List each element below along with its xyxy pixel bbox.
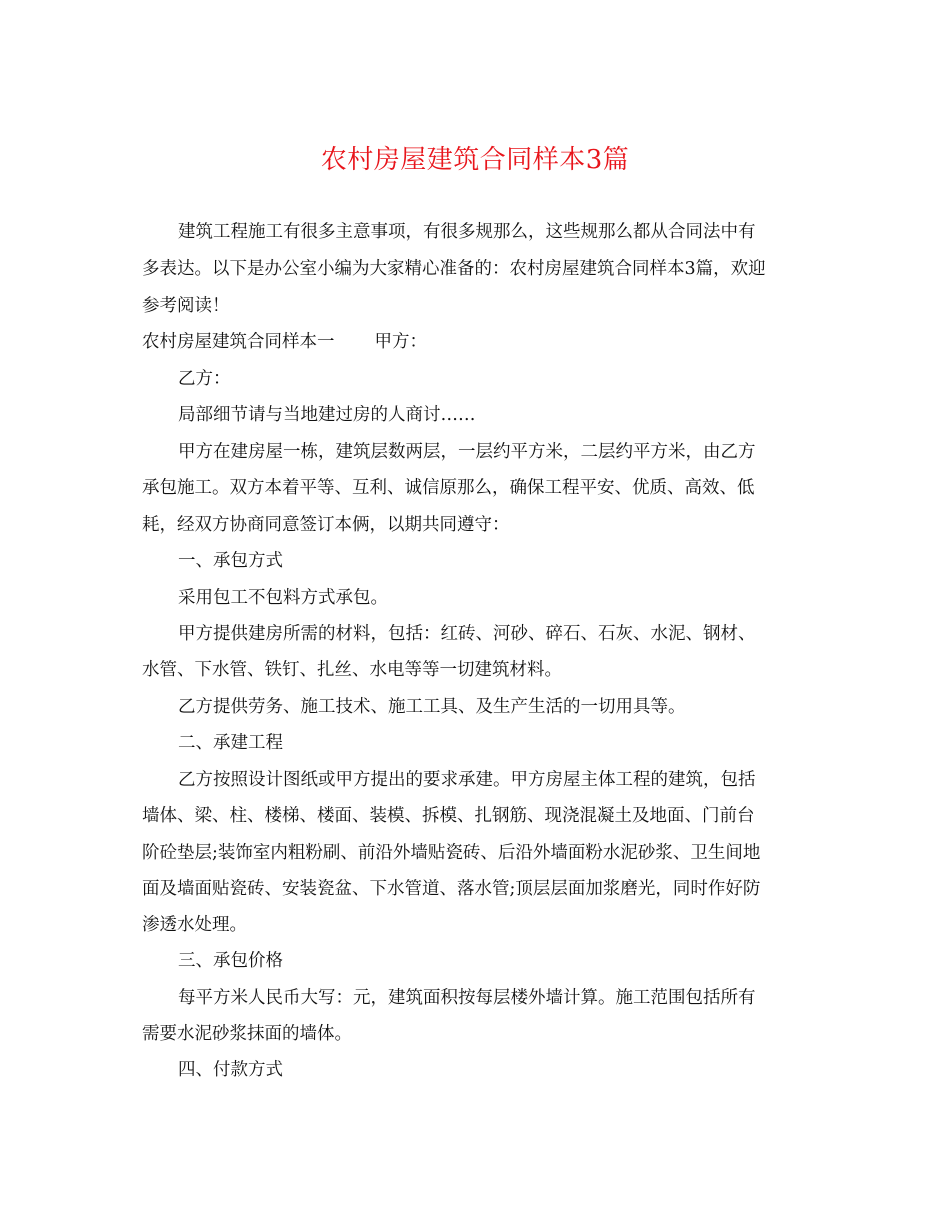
paragraph-line: 参考阅读！ [142, 296, 230, 316]
paragraph-line: 承包施工。双方本着平等、互利、诚信原那么，确保工程平安、优质、高效、低 [142, 478, 755, 498]
paragraph-line: 建筑工程施工有很多主意事项，有很多规那么，这些规那么都从合同法中有 [178, 222, 756, 242]
section-heading-line [142, 330, 427, 354]
section-heading: 四、付款方式 [178, 1060, 283, 1080]
document-title: 农村房屋建筑合同样本3篇 [320, 145, 630, 175]
paragraph-line: 需要水泥砂浆抹面的墙体。 [142, 1024, 352, 1044]
contract-heading: 农村房屋建筑合同样本一 [142, 332, 335, 352]
paragraph-line: 面及墙面贴瓷砖、安装瓷盆、下水管道、落水管;顶层层面加浆磨光，同时作好防 [142, 879, 761, 899]
party-a-label: 甲方： [374, 332, 427, 352]
paragraph-line: 阶砼垫层;装饰室内粗粉刷、前沿外墙贴瓷砖、后沿外墙面粉水泥砂浆、卫生间地 [142, 843, 761, 863]
paragraph-line: 耗，经双方协商同意签订本俩，以期共同遵守： [142, 515, 510, 535]
paragraph-line: 乙方提供劳务、施工技术、施工工具、及生产生活的一切用具等。 [178, 697, 686, 717]
section-heading: 二、承建工程 [178, 733, 283, 753]
paragraph-line: 采用包工不包料方式承包。 [178, 588, 388, 608]
paragraph-line: 甲方提供建房所需的材料，包括：红砖、河砂、碎石、石灰、水泥、钢材、 [178, 624, 756, 644]
paragraph-line: 墙体、梁、柱、楼梯、楼面、装模、拆模、扎钢筋、现浇混凝土及地面、门前台 [142, 806, 755, 826]
paragraph-line: 多表达。以下是办公室小编为大家精心准备的：农村房屋建筑合同样本3篇，欢迎 [142, 259, 766, 279]
paragraph-line: 水管、下水管、铁钉、扎丝、水电等等一切建筑材料。 [142, 660, 562, 680]
paragraph-line: 渗透水处理。 [142, 915, 247, 935]
paragraph-line: 每平方米人民币大写：元，建筑面积按每层楼外墙计算。施工范围包括所有 [178, 988, 756, 1008]
section-heading: 三、承包价格 [178, 951, 283, 971]
party-b-label: 乙方： [178, 369, 231, 389]
section-heading: 一、承包方式 [178, 551, 283, 571]
paragraph-line: 乙方按照设计图纸或甲方提出的要求承建。甲方房屋主体工程的建筑，包括 [178, 770, 756, 790]
paragraph-line: 甲方在建房屋一栋，建筑层数两层，一层约平方米，二层约平方米，由乙方 [178, 442, 756, 462]
paragraph-line: 局部细节请与当地建过房的人商讨…… [178, 405, 476, 425]
